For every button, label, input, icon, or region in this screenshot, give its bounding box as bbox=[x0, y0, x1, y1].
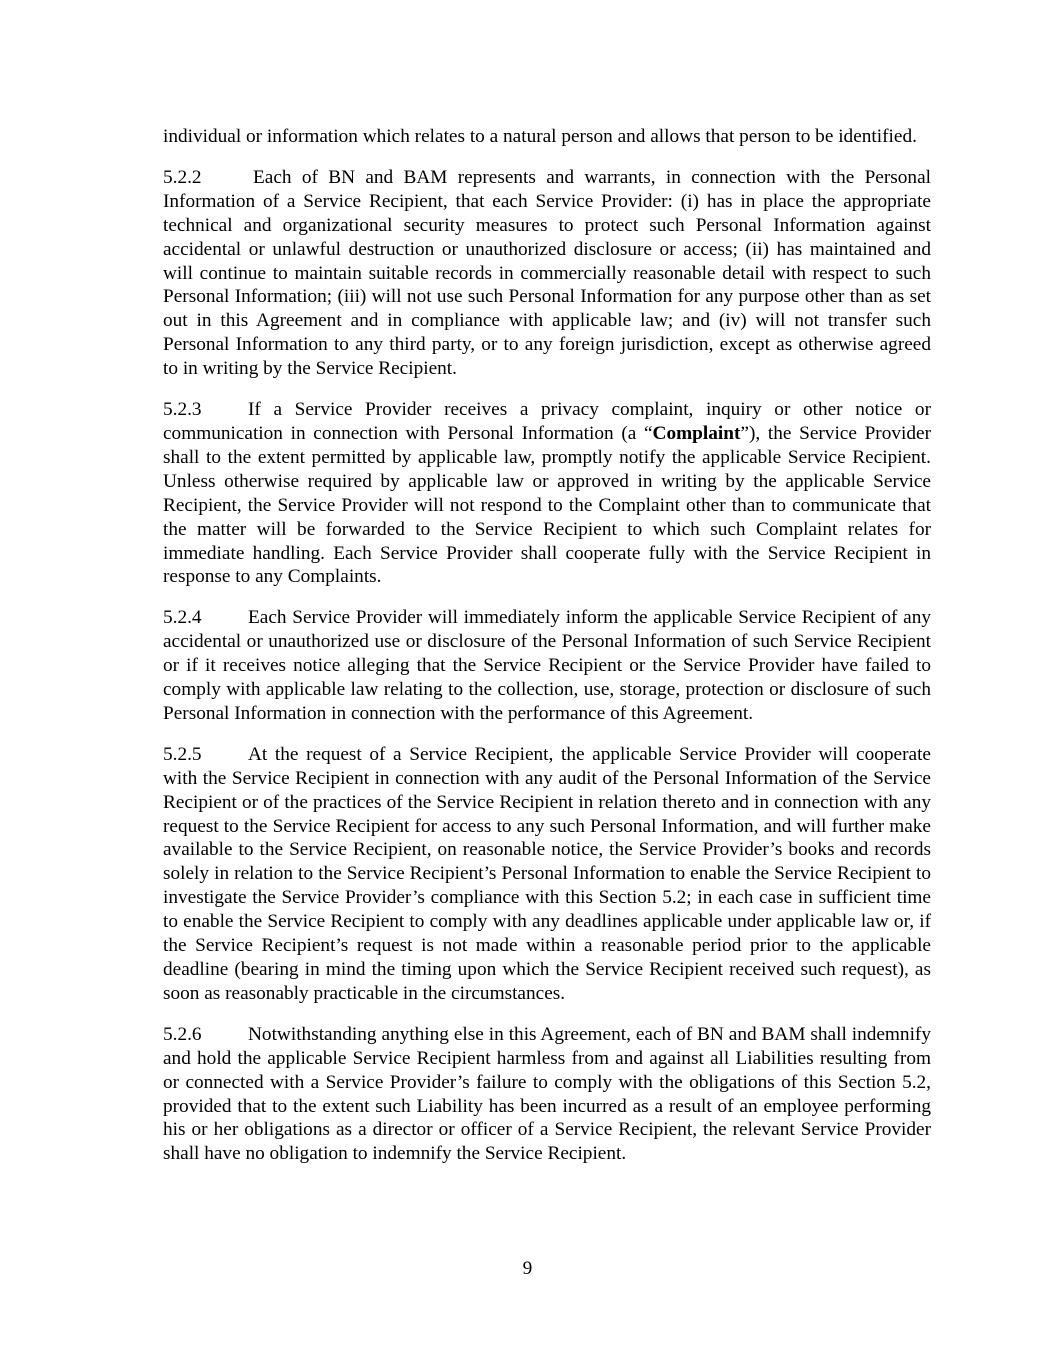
section-number: 5.2.5 bbox=[163, 743, 202, 765]
paragraph-text: If a Service Provider receives a privacy complaint, inquiry or other notice or communication in connection with Personal Information (a “ bbox=[163, 399, 931, 444]
paragraph-text: Each Service Provider will immediately inform the applicable Service Recipient of any accidental or unauthorized use or disclosure of the Personal Information of such Service Recipient or if it receives notice alleging that the Service Recipient or the Service Provider have failed to comply with applicable law relating to the collection, use, storage, protection or disclosure of such Personal Information in connection with the performance of this Agreement. bbox=[163, 607, 931, 724]
defined-term-complaint: Complaint bbox=[652, 422, 741, 444]
section-number: 5.2.2 bbox=[163, 166, 202, 188]
paragraph-5-2-5 bbox=[163, 743, 931, 1006]
paragraph-text: individual or information which relates to a natural person and allows that person to be identified. bbox=[163, 126, 917, 147]
paragraph-5-2-6 bbox=[163, 1023, 931, 1166]
section-number: 5.2.4 bbox=[163, 607, 202, 629]
paragraph-5-2-2 bbox=[163, 166, 931, 381]
document-body bbox=[163, 125, 931, 1183]
paragraph-text: At the request of a Service Recipient, the applicable Service Provider will cooperate with the Service Recipient in connection with any audit of the Personal Information of the Service Recipient or of the practices of the Service Recipient in relation thereto and in connection with any request to the Service Recipient for access to any such Personal Information, and will further make available to the Service Recipient, on reasonable notice, the Service Provider’s books and records solely in relation to the Service Recipient’s Personal Information to enable the Service Recipient to investigate the Service Provider’s compliance with this Section 5.2; in each case in sufficient time to enable the Service Recipient to comply with any deadlines applicable under applicable law or, if the Service Recipient’s request is not made within a reasonable period prior to the applicable deadline (bearing in mind the timing upon which the Service Recipient received such request), as soon as reasonably practicable in the circumstances. bbox=[163, 743, 931, 1004]
paragraph-5-2-4 bbox=[163, 606, 931, 726]
page-number: 9 bbox=[522, 1258, 533, 1279]
paragraph-5-2-3 bbox=[163, 398, 931, 589]
paragraph-text: ”), the Service Provider shall to the extent permitted by applicable law, promptly notify the applicable Service Recipient. Unless otherwise required by applicable law or approved in writing by the applicable Service Recipient, the Service Provider will not respond to the Complaint other than to communicate that the matter will be forwarded to the Service Recipient to which such Complaint relates for immediate handling. Each Service Provider shall cooperate fully with the Service Recipient in response to any Complaints. bbox=[163, 422, 931, 588]
paragraph-text: Each of BN and BAM represents and warrants, in connection with the Personal Information of a Service Recipient, that each Service Provider: (i) has in place the appropriate technical and organizational security measures to protect such Personal Information against accidental or unlawful destruction or unauthorized disclosure or access; (ii) has maintained and will continue to maintain suitable records in commercially reasonable detail with respect to such Personal Information; (iii) will not use such Personal Information for any purpose other than as set out in this Agreement and in compliance with applicable law; and (iv) will not transfer such Personal Information to any third party, or to any foreign jurisdiction, except as otherwise agreed to in writing by the Service Recipient. bbox=[163, 166, 931, 380]
paragraph-intro-continuation bbox=[163, 125, 931, 149]
paragraph-text: Notwithstanding anything else in this Agreement, each of BN and BAM shall indemnify and hold the applicable Service Recipient harmless from and against all Liabilities resulting from or connected with a Service Provider’s failure to comply with the obligations of this Section 5.2, provided that to the extent such Liability has been incurred as a result of an employee performing his or her obligations as a director or officer of a Service Recipient, the relevant Service Provider shall have no obligation to indemnify the Service Recipient. bbox=[163, 1023, 931, 1165]
section-number: 5.2.6 bbox=[163, 1023, 202, 1045]
section-number: 5.2.3 bbox=[163, 399, 202, 421]
